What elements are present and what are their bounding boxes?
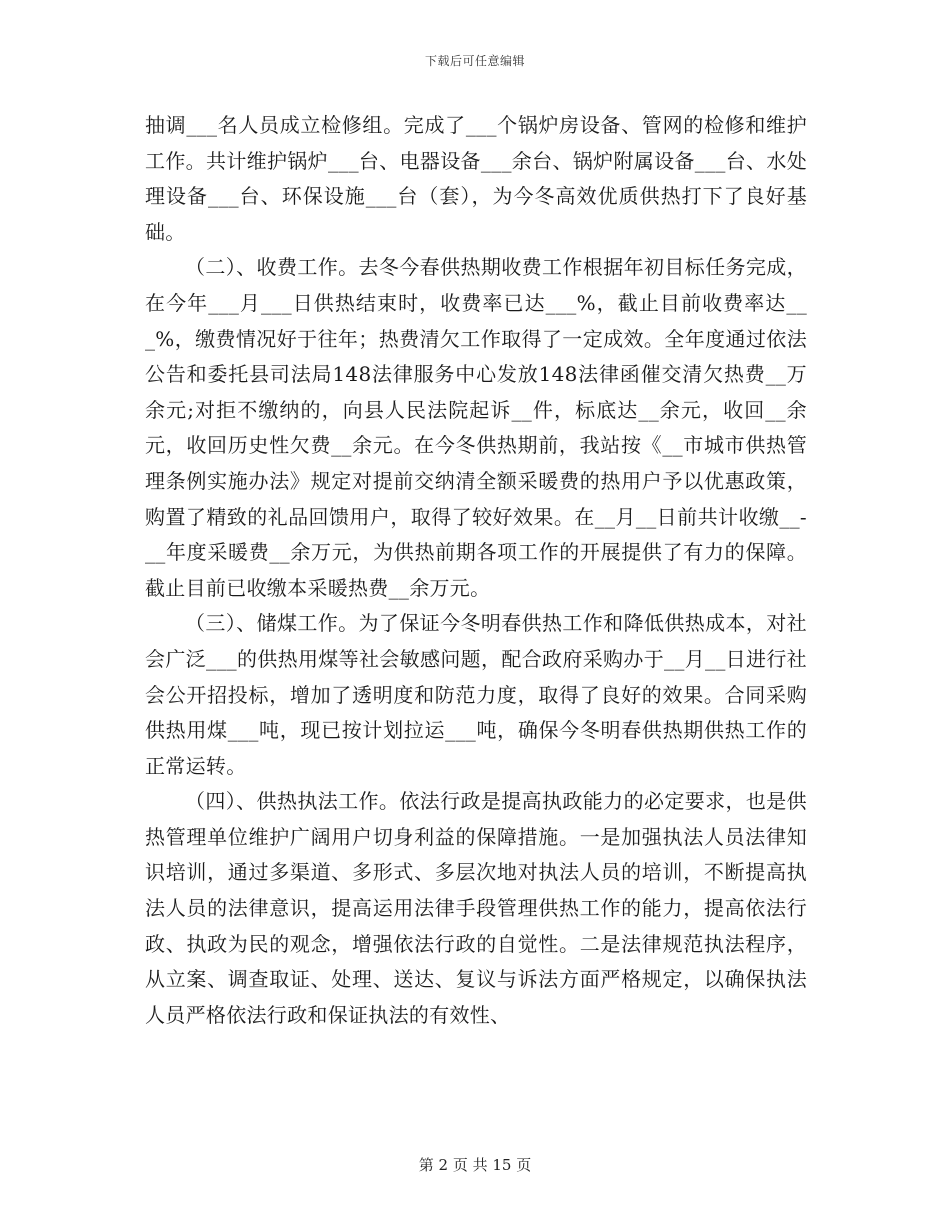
page-header: 下载后可任意编辑 bbox=[424, 54, 525, 68]
page-footer: 第 2 页 共 15 页 bbox=[418, 1156, 532, 1174]
document-body bbox=[145, 108, 807, 1033]
paragraph-coal-storage: （三）、储煤工作。为了保证今冬明春供热工作和降低供热成本，对社会广泛___的供热用煤等社会敏感问题，配合政府采购办于__月__日进行社会公开招投标，增加了透明度和防范力度，取得了良好的效果。合同采购供热用煤___吨，现已按计划拉运___吨，确保今冬明春供热期供热工作的正常运转。 bbox=[145, 611, 807, 778]
paragraph-maintenance: 抽调___名人员成立检修组。完成了___个锅炉房设备、管网的检修和维护工作。共计维护锅炉___台、电器设备___余台、锅炉附属设备___台、水处理设备___台、环保设施___台（套），为今冬高效优质供热打下了良好基础。 bbox=[145, 113, 807, 244]
paragraph-fee-collection: （二）、收费工作。去冬今春供热期收费工作根据年初目标任务完成，在今年___月___日供热结束时，收费率已达___%，截止目前收费率达___%，缴费情况好于往年；热费清欠工作取得了一定成效。全年度通过依法公告和委托县司法局148法律服务中心发放148法律函催交清欠热费__万余元;对拒不缴纳的，向县人民法院起诉__件，标底达__余元，收回__余元，收回历史性欠费__余元。在今冬供热期前，我站按《__市城市供热管理条例实施办法》规定对提前交纳清全额采暖费的热用户予以优惠政策，购置了精致的礼品回馈用户，取得了较好效果。在__月__日前共计收缴__-__年度采暖费__余万元，为供热前期各项工作的开展提供了有力的保障。截止目前已收缴本采暖热费__余万元。 bbox=[145, 255, 807, 600]
paragraph-law-enforcement: （四）、供热执法工作。依法行政是提高执政能力的必定要求，也是供热管理单位维护广阔用户切身利益的保障措施。一是加强执法人员法律知识培训，通过多渠道、多形式、多层次地对执法人员的培训，不断提高执法人员的法律意识，提高运用法律手段管理供热工作的能力，提高依法行政、执政为民的观念，增强依法行政的自觉性。二是法律规范执法程序，从立案、调查取证、处理、送达、复议与诉法方面严格规定，以确保执法人员严格依法行政和保证执法的有效性、 bbox=[145, 789, 807, 1027]
